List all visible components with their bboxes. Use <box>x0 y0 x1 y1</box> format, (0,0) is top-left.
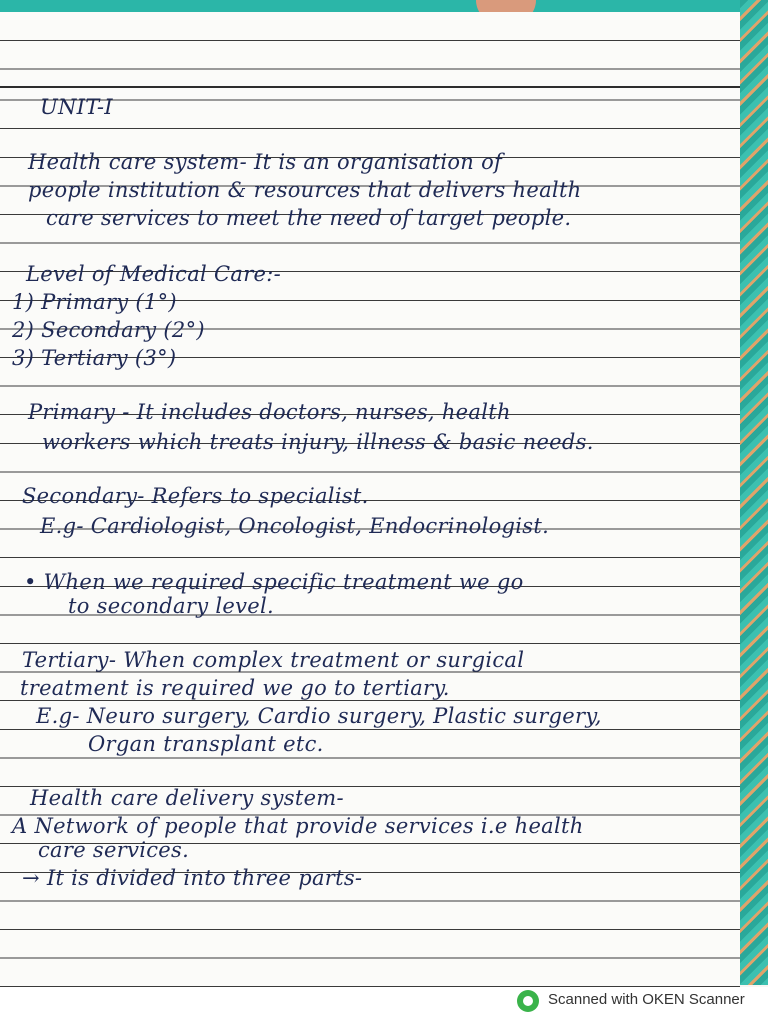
page-top-rule <box>0 86 740 88</box>
level-item-secondary: 2) Secondary (2°) <box>12 318 205 342</box>
tertiary-line-2: treatment is required we go to tertiary. <box>20 676 450 700</box>
delivery-heading: Health care delivery system- <box>30 786 344 810</box>
primary-line-2: workers which treats injury, illness & basic needs. <box>42 430 594 454</box>
level-item-tertiary: 3) Tertiary (3°) <box>12 346 177 370</box>
secondary-line-1: Secondary- Refers to specialist. <box>22 484 369 508</box>
level-heading: Level of Medical Care:- <box>26 262 282 286</box>
tertiary-example: E.g- Neuro surgery, Cardio surgery, Plastic surgery, <box>36 704 602 728</box>
tertiary-line-1: Tertiary- When complex treatment or surgical <box>22 648 525 672</box>
health-care-system-line-1: Health care system- It is an organisation of <box>28 150 503 174</box>
delivery-line-3: → It is divided into three parts- <box>22 866 363 890</box>
primary-line-1: Primary - It includes doctors, nurses, health <box>28 400 511 424</box>
fabric-background-right <box>740 0 768 985</box>
fabric-background-top <box>0 0 768 12</box>
delivery-line-2: care services. <box>38 838 190 862</box>
tertiary-example-cont: Organ transplant etc. <box>88 732 324 756</box>
scanner-watermark-text: Scanned with OKEN Scanner <box>548 991 745 1008</box>
delivery-line-1: A Network of people that provide services i.e health <box>12 814 584 838</box>
level-item-primary: 1) Primary (1°) <box>12 290 177 314</box>
secondary-bullet-line-2: to secondary level. <box>68 594 274 618</box>
unit-heading: UNIT-I <box>40 95 113 119</box>
secondary-example: E.g- Cardiologist, Oncologist, Endocrinologist. <box>40 514 550 538</box>
health-care-system-line-3: care services to meet the need of target people. <box>46 206 572 230</box>
scanner-logo-icon <box>517 990 539 1012</box>
health-care-system-line-2: people institution & resources that delivers health <box>28 178 582 202</box>
secondary-bullet-line-1: • When we required specific treatment we go <box>24 570 524 594</box>
